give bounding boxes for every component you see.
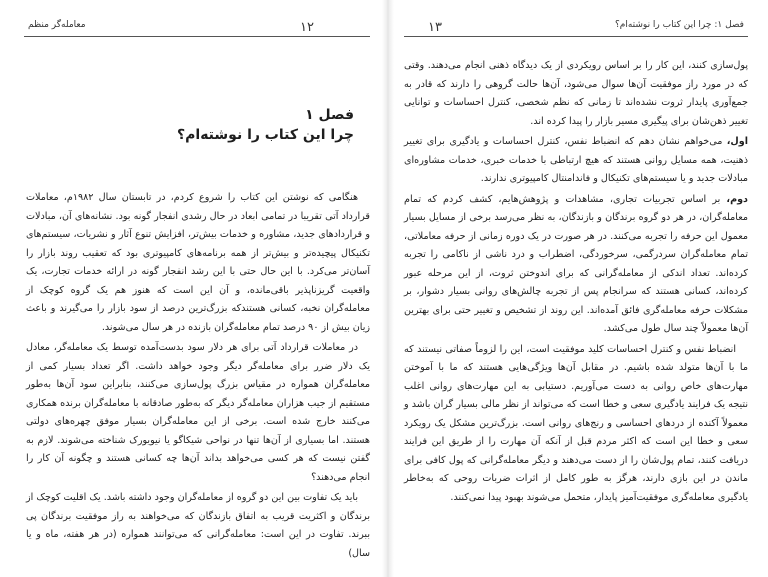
- paragraph: [404, 191, 748, 339]
- right-page: [392, 0, 768, 577]
- chapter-title: چرا این کتاب را نوشته‌ام؟: [177, 127, 354, 143]
- right-page-header: [404, 20, 748, 37]
- paragraph: پول‌سازی کنند، این کار را بر اساس رویکردی از یک دیدگاه ذهنی انجام می‌دهند. وقتی که در مورد راز موفقیت آن‌ها سوال می‌شود، آن‌ها حالت گروهی را دارند که قادر به جمع‌آوری پایدار ثروت نشده‌اند تا زمانی که نظم شخصی، کنترل احساسات و توانایی تغییر ذهن‌شان برای پیگیری مسیر بازار را پیدا کرده اند.: [404, 60, 748, 127]
- right-page-body: [404, 57, 748, 507]
- paragraph: در معاملات قرارداد آتی برای هر دلار سود بدست‌آمده توسط یک معامله‌گر، معادل یک دلار ضرر برای معامله‌گر دیگر وجود خواهد داشت. اگر تعداد بسیار کمی از معامله‌گران همواره در مقیاس بزرگ پول‌سازی می‌کنند، بنابراین سود آن‌ها به‌طور مستقیم از جیب هزاران معامله‌گر دیگر که به‌طور صادقانه با معامله‌گران برنده همکاری می‌کنند خارج شده است. برخی از این معامله‌گران بسیار موفق چهره‌های دولتی هستند. اما بسیاری از آن‌ها تنها در نواحی شیکاگو یا نیویورک شناخته می‌شوند. لازم به گفتن نیست که هر کسی می‌خواهد بداند آن‌ها چه کسانی هستند و چگونه آن کار را انجام می‌دهند؟: [26, 342, 370, 483]
- paragraph: باید یک تفاوت بین این دو گروه از معامله‌گران وجود داشته باشد. یک اقلیت کوچک از برندگان و اکثریت قریب به اتفاق بازندگان که می‌خواهند به راز موفقیت برندگان پی ببرند. تفاوت در این است: معامله‌گرانی که می‌توانند همواره (در هر هفته، ماه و یا سال): [26, 492, 370, 559]
- paragraph: [404, 133, 748, 189]
- paragraph-lead: اول،: [726, 136, 748, 147]
- left-page-header: [24, 20, 370, 37]
- page-number: ۱۲: [300, 20, 314, 35]
- chapter-label: فصل ۱: [305, 107, 354, 123]
- paragraph-text: بر اساس تجربیات تجاری، مشاهدات و پژوهش‌هایم، کشف کردم که تمام معامله‌گران، در هر دو گروه برندگان و بازندگان، به نظر می‌رسد برخی از مسایل بسیار معمول این حرفه را تجربه می‌کنند. در هر صورت در یک دوره زمانی از حرفه معاملاتی، تمام معامله‌گران سردرگمی، سرخوردگی، اضطراب و درد ناشی از ناکامی را تجربه کرده‌اند. تعداد اندکی از معامله‌گرانی که برای اندوختن ثروت، از این مرحله عبور کرده‌اند، کسانی هستند که سرانجام پس از تجربه چالش‌های روانی بسیار دشوار، بر مشکلات حرفه معامله‌گری فائق آمده‌اند. این روند از تشخیص و تغییر حتی برای بهترین آن‌ها معمولاً چند سال طول می‌کشد.: [404, 193, 748, 334]
- paragraph: هنگامی که نوشتن این کتاب را شروع کردم، در تابستان سال ۱۹۸۲م، معاملات قرارداد آتی تقریبا در تمامی ابعاد در حال رشدی انفجار گونه بود. نشانه‌های آن، مبادلات و قراردادهای جدید، مشاوره و خدمات بیش‌تر، افزایش تنوع آثار و نشریات، سیستم‌های تکنیکال پیچیده‌تر و بیش‌تر از همه برنامه‌های کامپیوتری بود که تعقیب روند بازار را آسان‌تر می‌کرد. با این حال حتی با این رشد انفجار گونه در ارائه خدمات تجارت، یک واقعیت گریزناپذیر باقی‌مانده، و آن این است که هنوز هم یک گروه کوچک از معامله‌گران نخبه، کسانی هستندکه بزرگ‌ترین درصد از سود بازار را می‌گیرند و باعث زیان بیش از ۹۰ درصد تمام معامله‌گران بازنده در هر سال می‌شوند.: [26, 192, 370, 333]
- left-page-body: [24, 189, 370, 563]
- paragraph-lead: دوم،: [726, 193, 748, 205]
- page-number: ۱۳: [428, 20, 442, 35]
- running-head: فصل ۱: چرا این کتاب را نوشته‌ام؟: [614, 20, 744, 30]
- running-head: معامله‌گر منظم: [28, 20, 86, 30]
- paragraph: انضباط نفس و کنترل احساسات کلید موفقیت است، این را لزوماً صفاتی نیستند که ما با آن‌ها متولد شده باشیم. در مقابل آن‌ها ویژگی‌هایی هستند که ما با آموختن مهارت‌های خاص روانی به دست می‌آوریم. دستیابی به این مهارت‌های روانی اغلب نتیجه یک فرایند یادگیری سعی و خطا است که می‌تواند از نظر مالی بسیار گران باشد و معمولاً آکنده از دردهای احساسی و رنج‌های روانی است. بزرگ‌ترین مشکل یک رویکرد سعی و خطا این است که اکثر مردم قبل از آنکه آن مهارت را از طریق این فرایند دریافت کنند، تمام پول‌شان را از دست می‌دهند و دیگر معامله‌گرانی که پول کافی برای ماندن در این بازی دارند، هرگز به طور کامل از اثرات ضربات روحی که به‌خاطر یادگیری معامله‌گری موفقیت‌آمیز پایدار، متحمل می‌شوند بهبود پیدا نمی‌کنند.: [404, 343, 748, 503]
- paragraph-text: می‌خواهم نشان دهم که انضباط نفس، کنترل احساسات و یادگیری برای تغییر ذهنیت، همه مسایل روانی هستند که هیچ ارتباطی با خدمات خبری، خدمات مشاوره‌ای مبادلات جدید و یا سیستم‌های تکنیکال و فاندامنتال کامپیوتری ندارند.: [404, 136, 748, 184]
- chapter-heading: [24, 107, 370, 143]
